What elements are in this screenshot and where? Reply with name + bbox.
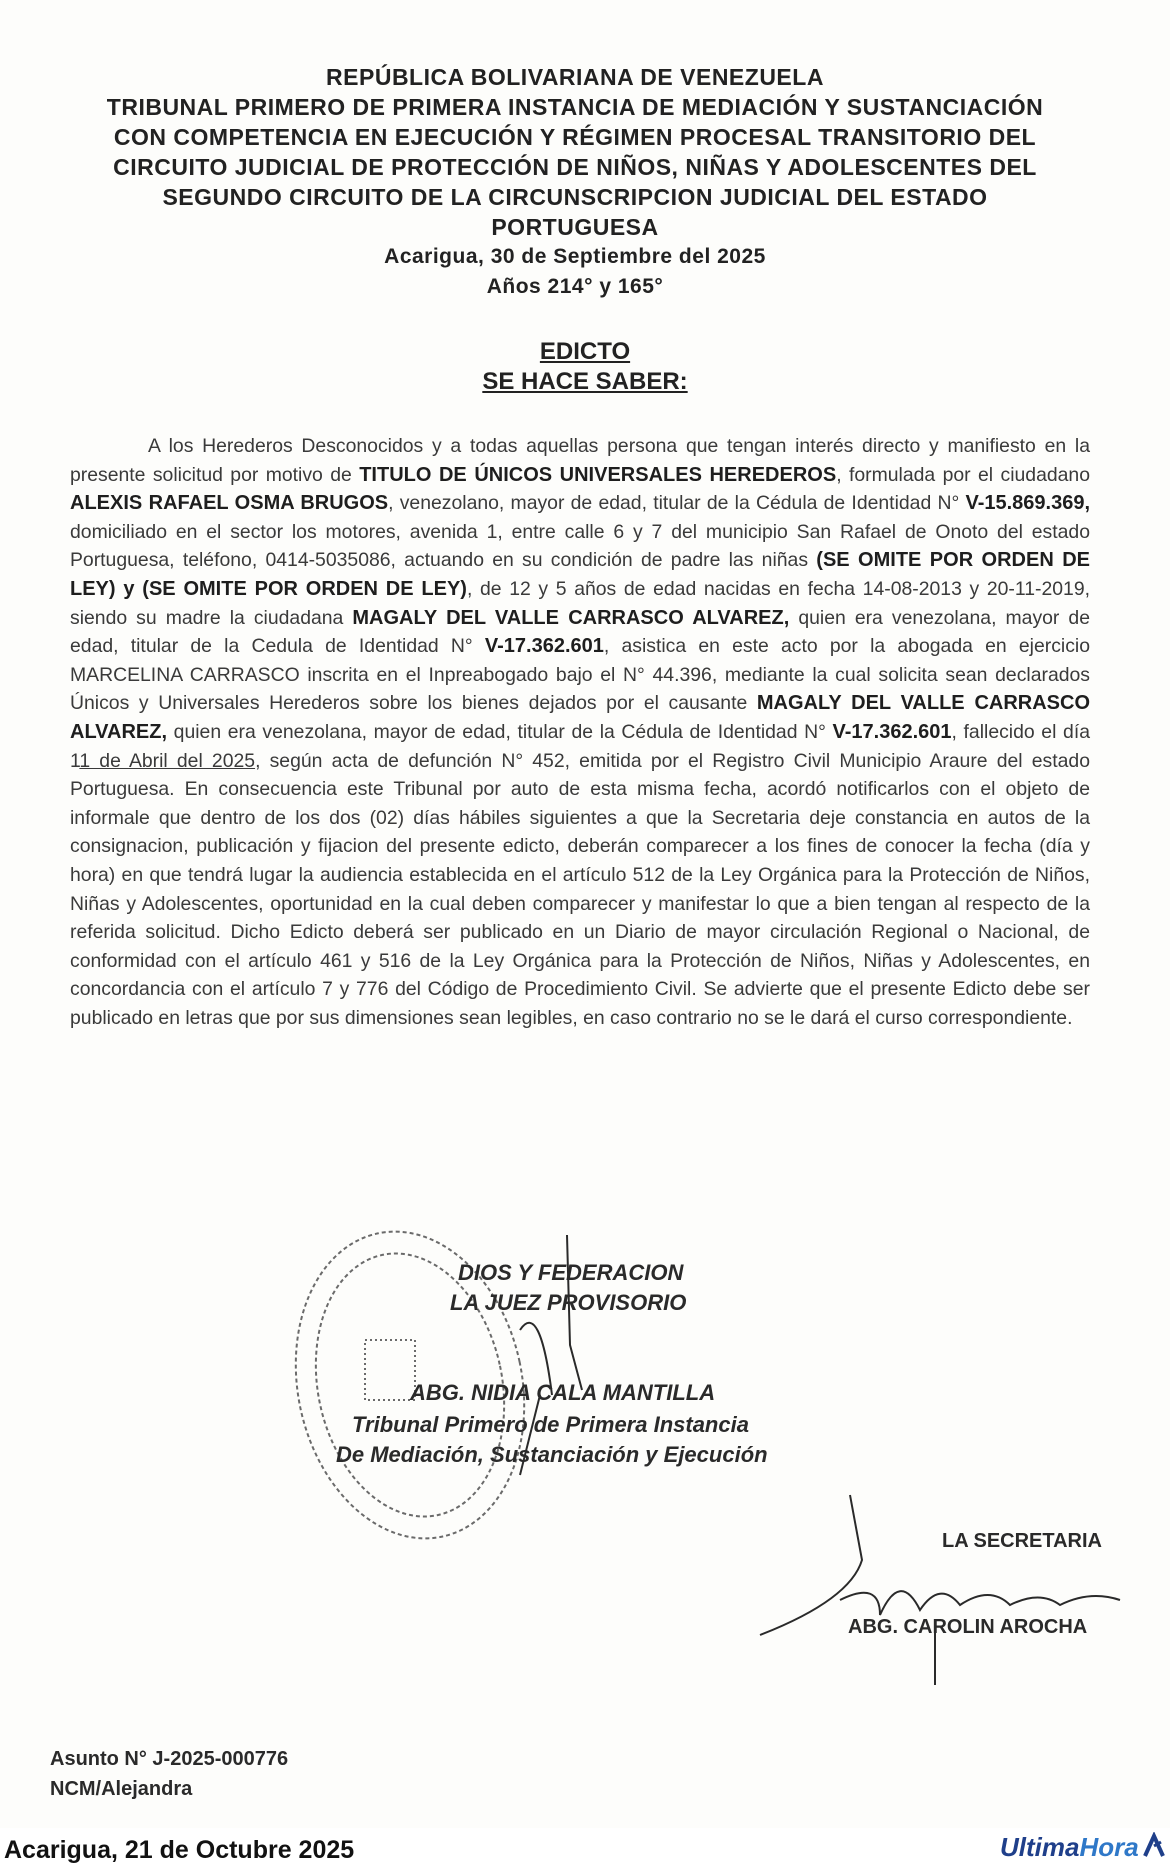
page-title: EDICTO xyxy=(539,338,631,365)
header-line-circuit: CIRCUITO JUDICIAL DE PROTECCIÓN DE NIÑOS, NIÑAS Y ADOLESCENTES DEL xyxy=(113,154,1037,180)
header-line-republic: REPÚBLICA BOLIVARIANA DE VENEZUELA xyxy=(326,64,824,90)
body-text-3: , venezolano, mayor de edad, titular de la Cédula de Identidad N° xyxy=(388,492,966,515)
secretary-title: LA SECRETARIA xyxy=(942,1530,1102,1552)
body-bold-id-mother: V-17.362.601 xyxy=(484,635,604,658)
signature-judge-title: LA JUEZ PROVISORIO xyxy=(450,1290,687,1315)
brand-logo xyxy=(1000,1832,1167,1868)
body-bold-omitted: (SE OMITE POR ORDEN DE LEY) y (SE OMITE POR ORDEN DE LEY) xyxy=(70,549,1090,600)
body-bold-id-applicant: V-15.869.369, xyxy=(965,492,1091,515)
body-text-4: domiciliado en el sector los motores, avenida 1, entre calle 6 y 7 del municipio San Rafael de Onoto del estado Portuguesa, teléfono, 0414-5035086, actuando en su condición de padre las niñas xyxy=(70,520,1090,572)
body-bold-applicant: ALEXIS RAFAEL OSMA BRUGOS xyxy=(70,492,389,515)
body-text-5: , de 12 y 5 años de edad nacidas en fecha 14-08-2013 y 20-11-2019, siendo su madre la ciudadana xyxy=(70,577,1090,629)
page-subtitle: SE HACE SABER: xyxy=(482,368,688,395)
body-bold-deceased: MAGALY DEL VALLE CARRASCO ALVAREZ, xyxy=(70,692,1090,743)
body-bold-mother: MAGALY DEL VALLE CARRASCO ALVAREZ, xyxy=(352,606,790,629)
case-number: Asunto N° J-2025-000776 xyxy=(50,1748,289,1770)
body-text-8: quien era venezolana, mayor de edad, titular de la Cédula de Identidad N° xyxy=(167,720,833,743)
header-line-competence: CON COMPETENCIA EN EJECUCIÓN Y RÉGIMEN PROCESAL TRANSITORIO DEL xyxy=(113,124,1037,150)
header-line-second-circuit: SEGUNDO CIRCUITO DE LA CIRCUNSCRIPCION JUDICIAL DEL ESTADO xyxy=(162,184,988,210)
brand-logo-part1: Ultima xyxy=(1000,1832,1080,1862)
body-bold-id-deceased: V-17.362.601 xyxy=(832,720,952,743)
brand-logo-part2: Hora xyxy=(1079,1832,1139,1862)
header-date: Acarigua, 30 de Septiembre del 2025 xyxy=(384,245,766,268)
case-reference xyxy=(50,1744,288,1804)
clock-hands-icon xyxy=(1141,1832,1167,1860)
footer-publication-date: Acarigua, 21 de Octubre 2025 xyxy=(4,1836,355,1864)
signature-court-line1: Tribunal Primero de Primera Instancia xyxy=(352,1412,749,1437)
body-text-7: , asistica en este acto por la abogada en ejercicio MARCELINA CARRASCO inscrita en el Inpreabogado bajo el N° 44.396, mediante la cual solicita sean declarados Únicos y Universales Herederos sobre los bienes dejados por el causante xyxy=(70,635,1091,715)
case-initials: NCM/Alejandra xyxy=(50,1778,193,1800)
signature-court-line2: De Mediación, Sustanciación y Ejecución xyxy=(336,1442,768,1467)
secretary-name: ABG. CAROLIN AROCHA xyxy=(848,1616,1088,1638)
secretary-signature xyxy=(760,1495,1120,1685)
header-years: Años 214° y 165° xyxy=(486,275,664,298)
body-text-2: , formulada por el ciudadano xyxy=(836,463,1090,486)
body-underlined-date: 1 de Abril del 2025 xyxy=(79,749,256,772)
body-text-10: , según acta de defunción N° 452, emitida por el Registro Civil Municipio Araure del estado Portuguesa. En consecuencia este Tribunal por auto de esta misma fecha, acordó notificarlos con el objeto de informale que dentro de los dos (02) días hábiles siguientes a que la Secretaria deje constancia en autos de la consignacion, publicación y fijacion del presente edicto, deberán comparecer a los fines de conocer la fecha (día y hora) en que tendrá lugar la audiencia establecida en el artículo 512 de la Ley Orgánica para la Protección de Niños, Niñas y Adolescentes, oportunidad en la cual deben comparecer y manifestar lo que a bien tengan al respecto de la referida solicitud. Dicho Edicto deberá ser publicado en un Diario de mayor circulación Regional o Nacional, de conformidad con el artículo 461 y 516 de la Ley Orgánica para la Protección de Niños, Niñas y Adolescentes, en concordancia con el artículo 7 y 776 del Código de Procedimiento Civil. Se advierte que el presente Edicto debe ser publicado en letras que por sus dimensiones sean legibles, en caso contrario no se le dará el curso correspondiente. xyxy=(70,749,1090,1029)
body-text-1: A los Herederos Desconocidos y a todas aquellas persona que tengan interés directo y manifiesto en la presente solicitud por motivo de xyxy=(70,435,1090,486)
signature-judge-name: ABG. NIDIA CALA MANTILLA xyxy=(410,1380,716,1405)
signature-motto: DIOS Y FEDERACION xyxy=(458,1260,684,1285)
header-line-state: PORTUGUESA xyxy=(491,214,659,240)
body-text-9: , fallecido el día 1 xyxy=(70,720,1090,772)
header-line-tribunal: TRIBUNAL PRIMERO DE PRIMERA INSTANCIA DE MEDIACIÓN Y SUSTANCIACIÓN xyxy=(106,94,1044,120)
body-bold-title: TITULO DE ÚNICOS UNIVERSALES HEREDEROS xyxy=(359,463,837,486)
body-text-6: quien era venezolana, mayor de edad, titular de la Cedula de Identidad N° xyxy=(70,606,1090,658)
